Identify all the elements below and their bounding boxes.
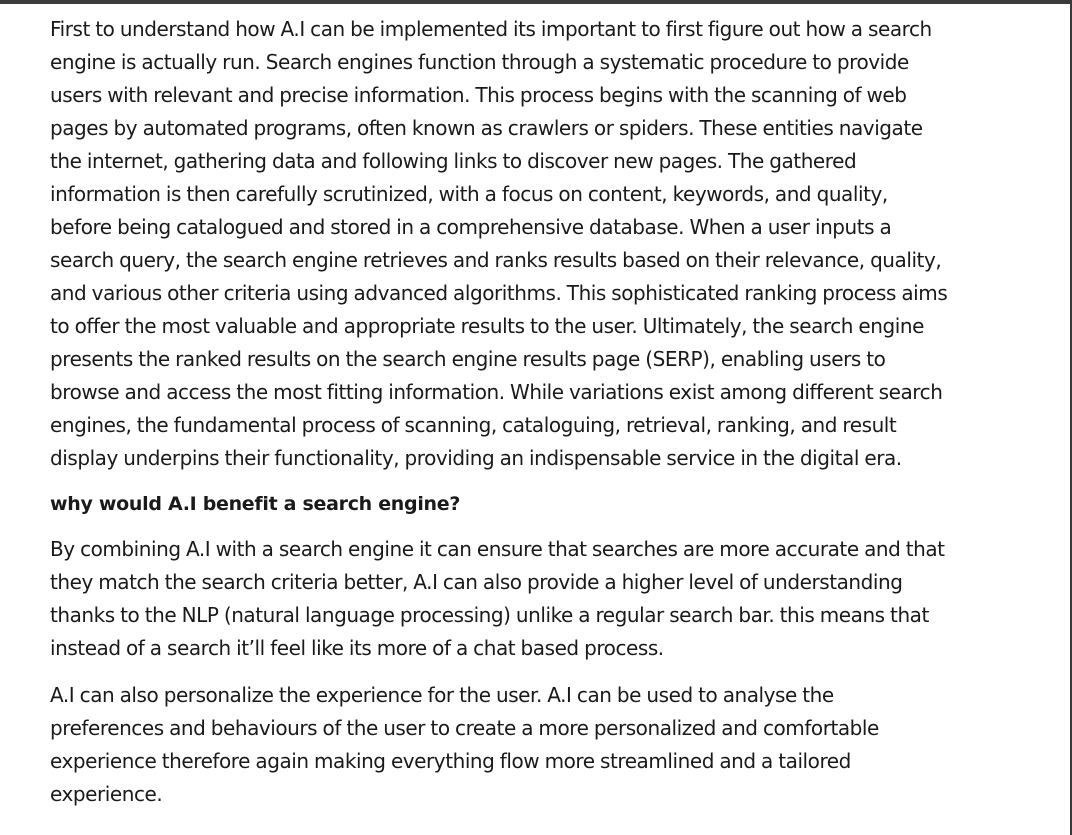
paragraph-search-engine-process: First to understand how A.I can be implemented its important to first figure out how a search engine is actually run. Search engines function through a systematic procedure to provide users with relevant and precise information. This process begins with the scanning of web pages by automated programs, often known as crawlers or spiders. These entities navigate the internet, gathering data and following links to discover new pages. The gathered information is then carefully scrutinized, with a focus on content, keywords, and quality, before being catalogued and stored in a comprehensive database. When a user inputs a search query, the search engine retrieves and ranks results based on their relevance, quality, and various other criteria using advanced algorithms. This sophisticated ranking process aims to offer the most valuable and appropriate results to the user. Ultimately, the search engine presents the ranked results on the search engine results page (SERP), enabling users to browse and access the most fitting information. While variations exist among different search engines, the fundamental process of scanning, cataloguing, retrieval, ranking, and result display underpins their functionality, providing an indispensable service in the digital era. [50, 17, 948, 470]
top-border [0, 0, 1072, 4]
section-heading: why would A.I benefit a search engine? [50, 493, 461, 515]
document-body [50, 13, 1035, 825]
paragraph-ai-personalization: A.I can also personalize the experience for the user. A.I can be used to analyse the preferences and behaviours of the user to create a more personalized and comfortable experience therefore again making everything flow more streamlined and a tailored experience. [50, 683, 879, 806]
paragraph-ai-accuracy: By combining A.I with a search engine it can ensure that searches are more accurate and that they match the search criteria better, A.I can also provide a higher level of understanding thanks to the NLP (natural language processing) unlike a regular search bar. this means that instead of a search it’ll feel like its more of a chat based process. [50, 537, 945, 660]
